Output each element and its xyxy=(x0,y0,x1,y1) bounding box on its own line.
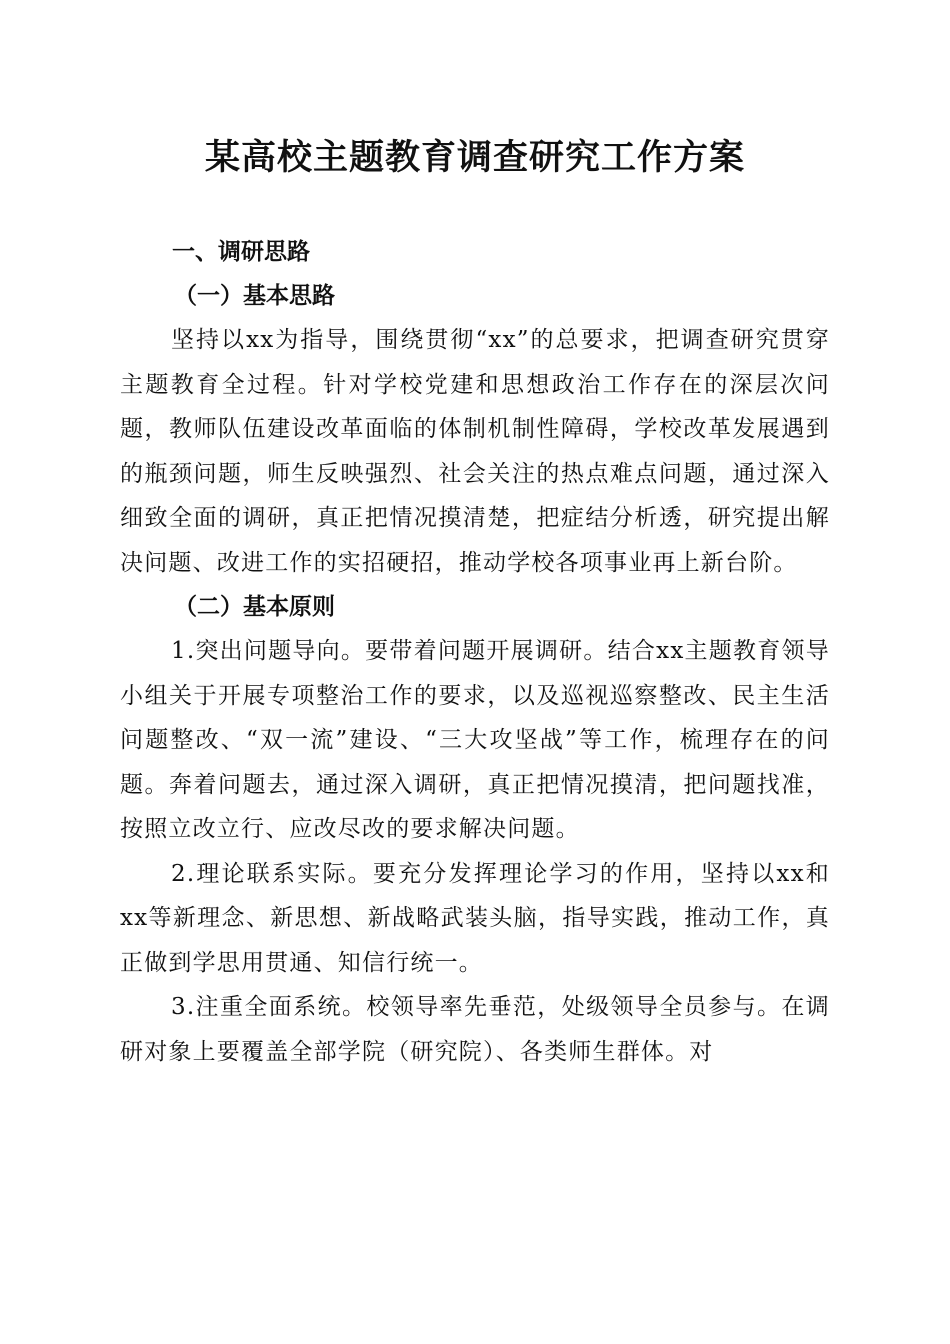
subsection-heading-basic-principles: （二）基本原则 xyxy=(174,593,335,620)
subsection-heading-basic-approach: （一）基本思路 xyxy=(174,282,335,309)
section-heading-research-approach: 一、调研思路 xyxy=(172,239,310,265)
paragraph-principle-problem-oriented: 1.突出问题导向。要带着问题开展调研。结合xx主题教育领导小组关于开展专项整治工作的要求，以及巡视巡察整改、民主生活问题整改、“双一流”建设、“三大攻坚战”等工作，梳理存在的问题。奔着问题去，通过深入调研，真正把情况摸清，把问题找准，按照立改立行、应改尽改的要求解决问题。 xyxy=(120,638,830,842)
paragraph-principle-comprehensive: 3.注重全面系统。校领导率先垂范，处级领导全员参与。在调研对象上要覆盖全部学院（研究院）、各类师生群体。对 xyxy=(120,994,830,1065)
paragraph-basic-approach: 坚持以xx为指导，围绕贯彻“xx”的总要求，把调查研究贯穿主题教育全过程。针对学校党建和思想政治工作存在的深层次问题，教师队伍建设改革面临的体制机制性障碍，学校改革发展遇到的瓶颈问题，师生反映强烈、社会关注的热点难点问题，通过深入细致全面的调研，真正把情况摸清楚，把症结分析透，研究提出解决问题、改进工作的实招硬招，推动学校各项事业再上新台阶。 xyxy=(120,327,830,576)
document-title: 某高校主题教育调查研究工作方案 xyxy=(204,137,745,178)
document-body xyxy=(120,230,830,1074)
paragraph-principle-theory-practice: 2.理论联系实际。要充分发挥理论学习的作用，坚持以xx和xx等新理念、新思想、新战略武装头脑，指导实践，推动工作，真正做到学思用贯通、知信行统一。 xyxy=(120,860,830,976)
